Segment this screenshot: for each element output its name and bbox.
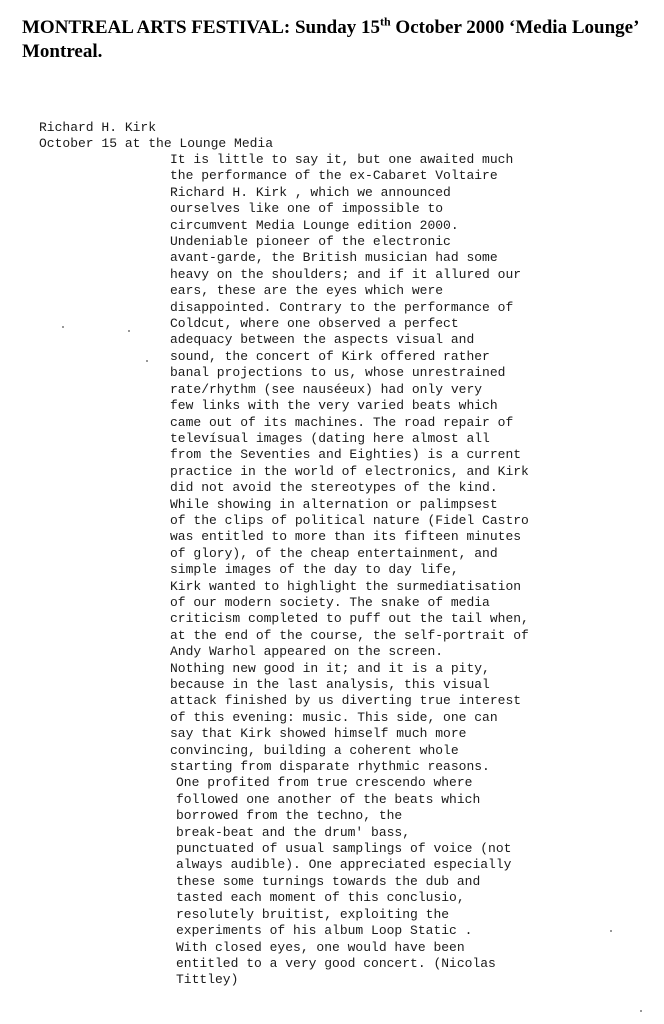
- body-line: experiments of his album Loop Static .: [176, 923, 473, 939]
- body-line: It is little to say it, but one awaited much: [170, 152, 514, 167]
- body-line: Nothing new good in it; and it is a pity,: [170, 660, 490, 676]
- body-line: avant-garde, the British musician had some: [170, 250, 498, 266]
- body-line: practice in the world of electronics, and Kirk: [170, 463, 529, 479]
- body-line: Tittley): [176, 972, 239, 988]
- body-line: the performance of the ex-Cabaret Voltaire: [170, 168, 498, 184]
- body-line: Undeniable pioneer of the electronic: [170, 234, 451, 250]
- body-line: of our modern society. The snake of media: [170, 594, 490, 610]
- body-line: these some turnings towards the dub and: [176, 873, 481, 889]
- title-prefix: MONTREAL ARTS FESTIVAL: Sunday 15: [22, 17, 380, 38]
- body-line: followed one another of the beats which: [176, 791, 481, 807]
- body-line: of glory), of the cheap entertainment, and: [170, 545, 498, 561]
- page-title: [22, 16, 652, 64]
- body-line: rate/rhythm (see nauséeux) had only very: [170, 381, 483, 397]
- body-line: at the end of the course, the self-portrait of: [170, 627, 529, 643]
- body-line: starting from disparate rhythmic reasons.: [170, 759, 490, 775]
- body-line: convincing, building a coherent whole: [170, 742, 459, 758]
- article-meta: [39, 120, 273, 153]
- title-superscript: th: [380, 14, 391, 29]
- body-line: ears, these are the eyes which were: [170, 283, 444, 299]
- body-line: few links with the very varied beats which: [170, 398, 498, 414]
- body-line: criticism completed to puff out the tail when,: [170, 611, 529, 627]
- author-line: Richard H. Kirk: [39, 120, 157, 135]
- body-line: adequacy between the aspects visual and: [170, 332, 475, 348]
- title-suffix: October 2000 ‘Media Lounge’ Montreal.: [22, 17, 638, 62]
- body-line: heavy on the shoulders; and if it allured our: [170, 266, 522, 282]
- body-line: Coldcut, where one observed a perfect: [170, 316, 459, 332]
- body-line: simple images of the day to day life,: [170, 562, 459, 578]
- body-line: resolutely bruitist, exploiting the: [176, 906, 450, 922]
- body-line: came out of its machines. The road repair of: [170, 414, 514, 430]
- body-line: of this evening: music. This side, one can: [170, 709, 498, 725]
- body-line: televísual images (dating here almost all: [170, 430, 490, 446]
- body-line: was entitled to more than its fifteen minutes: [170, 529, 522, 545]
- scan-speck: [146, 360, 148, 362]
- body-line: of the clips of political nature (Fidel Castro: [170, 512, 529, 528]
- article-body: [170, 152, 529, 989]
- body-line: say that Kirk showed himself much more: [170, 726, 467, 742]
- body-line: did not avoid the stereotypes of the kind.: [170, 480, 498, 496]
- body-line: While showing in alternation or palimpsest: [170, 496, 498, 512]
- body-line: Richard H. Kirk , which we announced: [170, 184, 451, 200]
- body-line: entitled to a very good concert. (Nicolas: [176, 955, 496, 971]
- scan-speck: [128, 330, 130, 332]
- body-line: tasted each moment of this conclusio,: [176, 890, 465, 906]
- body-line: because in the last analysis, this visual: [170, 677, 490, 692]
- body-line: punctuated of usual samplings of voice (not: [176, 841, 512, 857]
- body-line: circumvent Media Lounge edition 2000.: [170, 217, 459, 233]
- body-line: always audible). One appreciated especially: [176, 857, 512, 873]
- body-line: One profited from true crescendo where: [176, 775, 473, 791]
- body-line: banal projections to us, whose unrestrained: [170, 365, 506, 381]
- body-line: Kirk wanted to highlight the surmediatisation: [170, 578, 522, 594]
- body-line: Andy Warhol appeared on the screen.: [170, 644, 444, 660]
- body-line: from the Seventies and Eighties) is a current: [170, 447, 522, 463]
- body-line: disappointed. Contrary to the performance of: [170, 299, 514, 315]
- body-line: ourselves like one of impossible to: [170, 201, 444, 217]
- body-line: attack finished by us diverting true interest: [170, 693, 522, 709]
- body-line: break-beat and the drum' bass,: [176, 824, 411, 840]
- scan-speck: [640, 1010, 642, 1012]
- body-line: With closed eyes, one would have been: [176, 939, 465, 955]
- body-line: borrowed from the techno, the: [176, 808, 403, 824]
- scan-speck: [62, 326, 64, 328]
- date-line: October 15 at the Lounge Media: [39, 136, 274, 152]
- scan-speck: [610, 930, 612, 932]
- body-line: sound, the concert of Kirk offered rather: [170, 348, 490, 364]
